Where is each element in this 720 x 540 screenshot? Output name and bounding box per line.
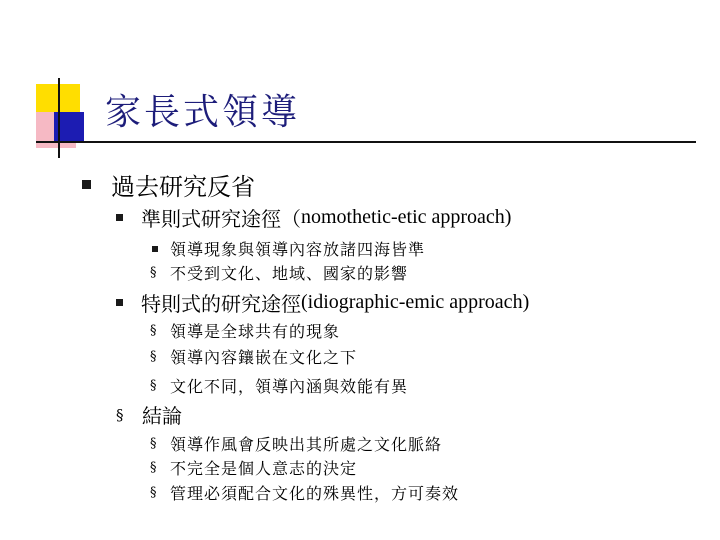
bullet-text: 管理必須配合文化的殊異性，方可奏效 xyxy=(170,484,460,503)
square-bullet-icon xyxy=(82,180,91,189)
bullet-text: 不完全是個人意志的決定 xyxy=(170,459,358,478)
section-sign-bullet-icon: § xyxy=(150,460,158,475)
bullet-level3 xyxy=(150,261,408,284)
section-sign-bullet-icon: § xyxy=(150,485,158,500)
bullet-level3 xyxy=(150,345,357,368)
bullet-level3 xyxy=(150,319,340,342)
bullet-level3 xyxy=(150,456,357,479)
bullet-level2 xyxy=(116,400,182,429)
section-sign-bullet-icon: § xyxy=(150,349,158,364)
bullet-text-latin: nomothetic-etic approach) xyxy=(301,206,512,228)
square-bullet-icon xyxy=(152,246,158,252)
bullet-text: 不受到文化、地域、國家的影響 xyxy=(170,264,409,283)
bullet-level1 xyxy=(82,167,255,202)
section-sign-bullet-icon: § xyxy=(116,405,124,424)
section-sign-bullet-icon: § xyxy=(150,378,158,393)
bullet-level2 xyxy=(116,203,511,232)
bullet-level3 xyxy=(150,237,425,260)
bullet-level3 xyxy=(150,432,442,455)
section-sign-bullet-icon: § xyxy=(150,436,158,451)
square-bullet-icon xyxy=(116,299,123,306)
bullet-level2 xyxy=(116,288,529,317)
title-underline xyxy=(36,141,696,143)
section-sign-bullet-icon: § xyxy=(150,265,158,280)
vertical-rule xyxy=(58,78,60,158)
bullet-text: 領導是全球共有的現象 xyxy=(170,322,341,341)
bullet-text-latin: (idiographic-emic approach) xyxy=(301,291,530,313)
square-bullet-icon xyxy=(116,214,123,221)
bullet-text: 特則式的研究途徑 xyxy=(141,292,301,316)
bullet-text: 文化不同，領導內涵與效能有異 xyxy=(170,377,409,396)
bullet-text: 領導內容鑲嵌在文化之下 xyxy=(170,348,358,367)
bullet-text: 準則式研究途徑（ xyxy=(141,207,301,231)
bullet-text: 領導現象與領導內容放諸四海皆準 xyxy=(170,240,426,259)
bullet-level3 xyxy=(150,374,408,397)
bullet-text: 過去研究反省 xyxy=(111,173,255,201)
bullet-text: 結論 xyxy=(142,404,182,428)
bullet-text: 領導作風會反映出其所處之文化脈絡 xyxy=(170,435,443,454)
slide-title: 家長式領導 xyxy=(105,92,301,133)
section-sign-bullet-icon: § xyxy=(150,323,158,338)
bullet-level3 xyxy=(150,481,459,504)
